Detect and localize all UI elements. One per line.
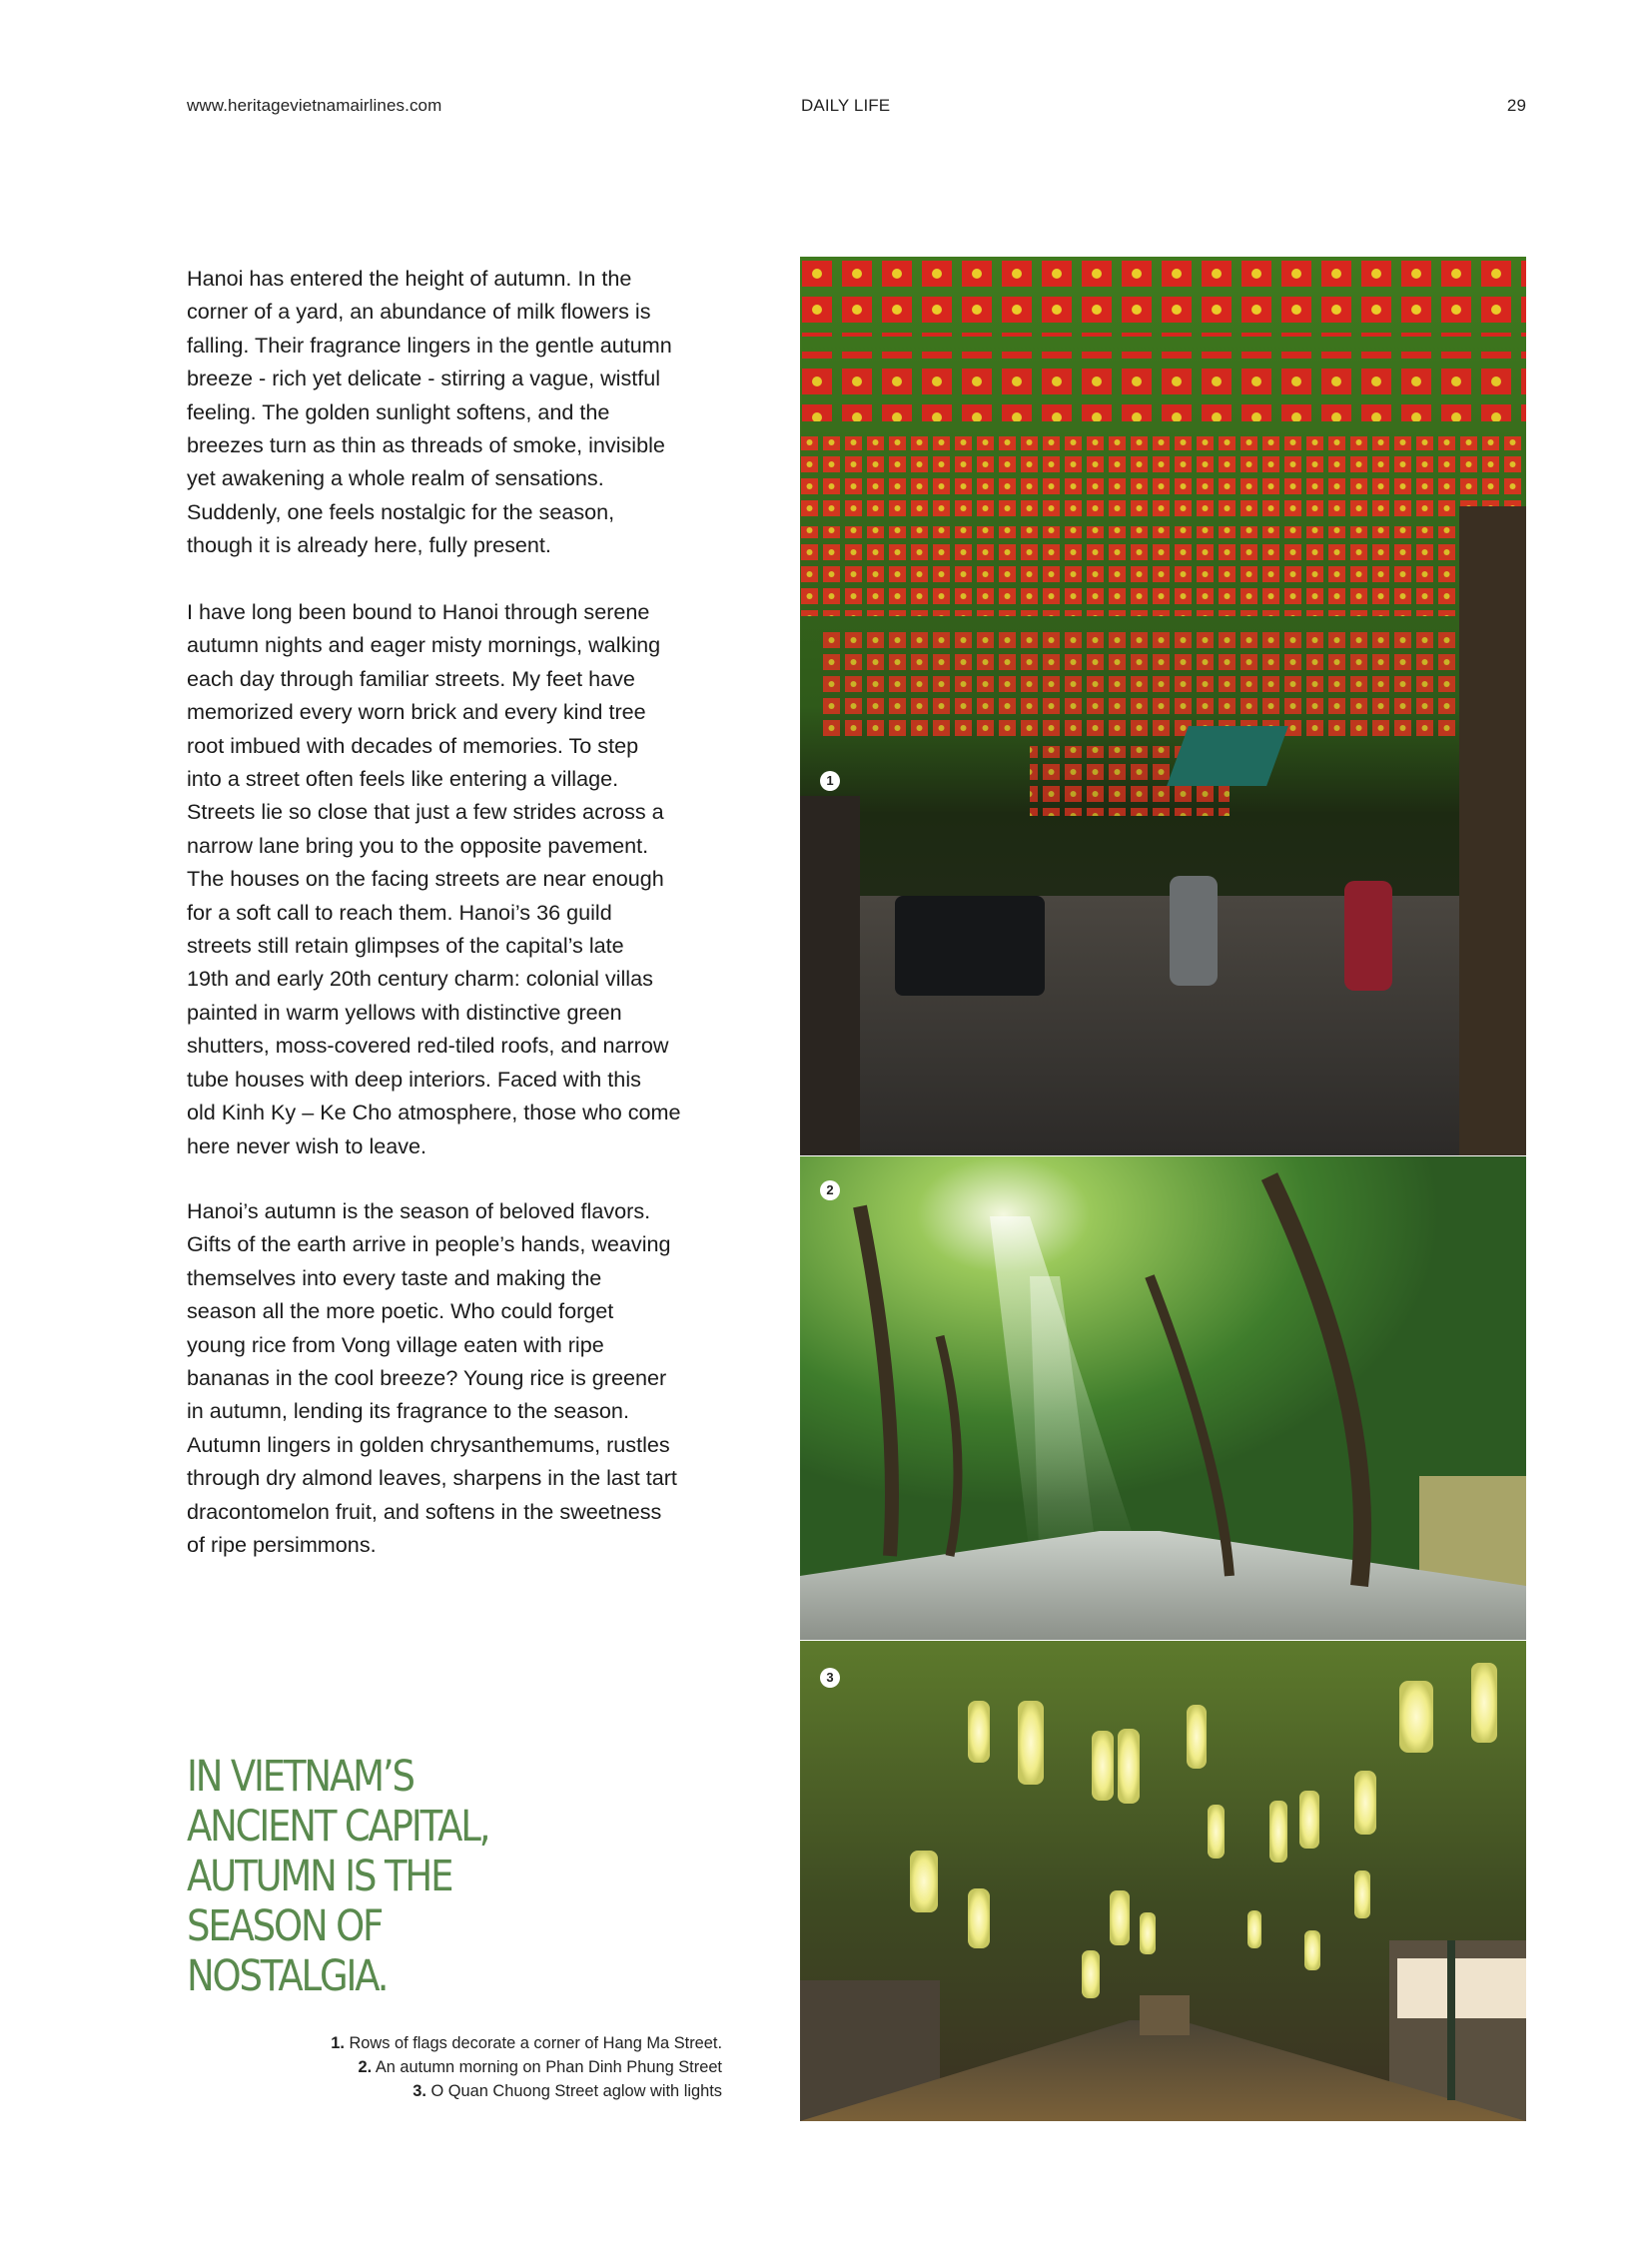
text-line: narrow lane bring you to the opposite pavement. [187,832,649,858]
text-line: autumn nights and eager misty mornings, walking [187,632,661,658]
paragraph-3 [187,1194,677,1561]
pull-quote-line: IN VIETNAM’S [187,1752,413,1802]
text-line: shutters, moss-covered red-tiled roofs, and narrow [187,1033,669,1059]
caption-2 [331,2055,722,2079]
text-line: here never wish to leave. [187,1132,427,1158]
pull-quote-line: NOSTALGIA. [187,1951,388,2001]
photo-captions [331,2031,722,2103]
text-line: corner of a yard, an abundance of milk flowers is [187,299,651,325]
flags-street-illustration [800,257,1526,1155]
text-line: Suddenly, one feels nostalgic for the season, [187,498,615,524]
text-line: Hanoi’s autumn is the season of beloved flavors. [187,1198,651,1223]
pull-quote-line: ANCIENT CAPITAL, [187,1802,489,1852]
text-line: Autumn lingers in golden chrysanthemums, rustles [187,1431,670,1457]
photo-tree-lined-street [800,1156,1526,1640]
text-line: falling. Their fragrance lingers in the gentle autumn [187,332,672,358]
caption-text: An autumn morning on Phan Dinh Phung Street [375,2058,722,2076]
text-line: Hanoi has entered the height of autumn. In the [187,266,632,291]
text-line: memorized every worn brick and every kind tree [187,699,646,725]
text-line: tube houses with deep interiors. Faced with this [187,1066,641,1092]
photo-flags-street [800,257,1526,1155]
text-line: The houses on the facing streets are near enough [187,866,664,892]
page-number: 29 [1506,96,1526,115]
tree-street-illustration [800,1156,1526,1640]
caption-text: O Quan Chuong Street aglow with lights [430,2082,722,2100]
photo-number-badge: 3 [820,1668,840,1688]
pull-quote [187,1752,488,2001]
text-line: yet awakening a whole realm of sensations. [187,465,604,491]
text-line: 19th and early 20th century charm: colonial villas [187,966,653,992]
text-line: through dry almond leaves, sharpens in the last tart [187,1465,677,1491]
text-line: for a soft call to reach them. Hanoi’s 36 guild [187,899,612,925]
text-line: painted in warm yellows with distinctive green [187,999,622,1025]
text-line: Gifts of the earth arrive in people’s hands, weaving [187,1231,671,1257]
text-line: season all the more poetic. Who could forget [187,1298,614,1324]
photo-number-badge: 2 [820,1180,840,1200]
caption-number: 2. [358,2058,373,2076]
text-line: into a street often feels like entering a village. [187,766,619,792]
text-line: breezes turn as thin as threads of smoke, invisible [187,432,665,458]
text-line: Streets lie so close that just a few strides across a [187,799,664,825]
text-line: bananas in the cool breeze? Young rice is greener [187,1365,667,1391]
paragraph-1 [187,262,672,562]
text-line: though it is already here, fully present. [187,532,551,558]
text-line: root imbued with decades of memories. To step [187,732,639,758]
text-line: young rice from Vong village eaten with ripe [187,1331,604,1357]
website-url: www.heritagevietnamairlines.com [187,96,442,115]
caption-number: 1. [331,2034,345,2052]
pull-quote-line: AUTUMN IS THE [187,1852,452,1901]
text-line: themselves into every taste and making the [187,1264,602,1290]
text-line: dracontomelon fruit, and softens in the sweetness [187,1498,662,1524]
text-line: in autumn, lending its fragrance to the season. [187,1398,629,1424]
caption-3 [331,2079,722,2103]
section-title: DAILY LIFE [801,96,891,115]
lantern-street-illustration [800,1641,1526,2121]
text-line: old Kinh Ky – Ke Cho atmosphere, those who come [187,1100,681,1125]
caption-1 [331,2031,722,2055]
text-line: of ripe persimmons. [187,1532,377,1558]
caption-text: Rows of flags decorate a corner of Hang Ma Street. [349,2034,722,2052]
text-line: feeling. The golden sunlight softens, and the [187,398,610,424]
text-line: streets still retain glimpses of the capital’s late [187,933,624,959]
text-line: breeze - rich yet delicate - stirring a vague, wistful [187,366,661,391]
text-line: each day through familiar streets. My feet have [187,665,635,691]
photo-number-badge: 1 [820,771,840,791]
photo-lantern-street [800,1641,1526,2121]
text-line: I have long been bound to Hanoi through serene [187,599,650,624]
caption-number: 3. [413,2082,426,2100]
paragraph-2 [187,595,681,1162]
pull-quote-line: SEASON OF [187,1901,383,1951]
